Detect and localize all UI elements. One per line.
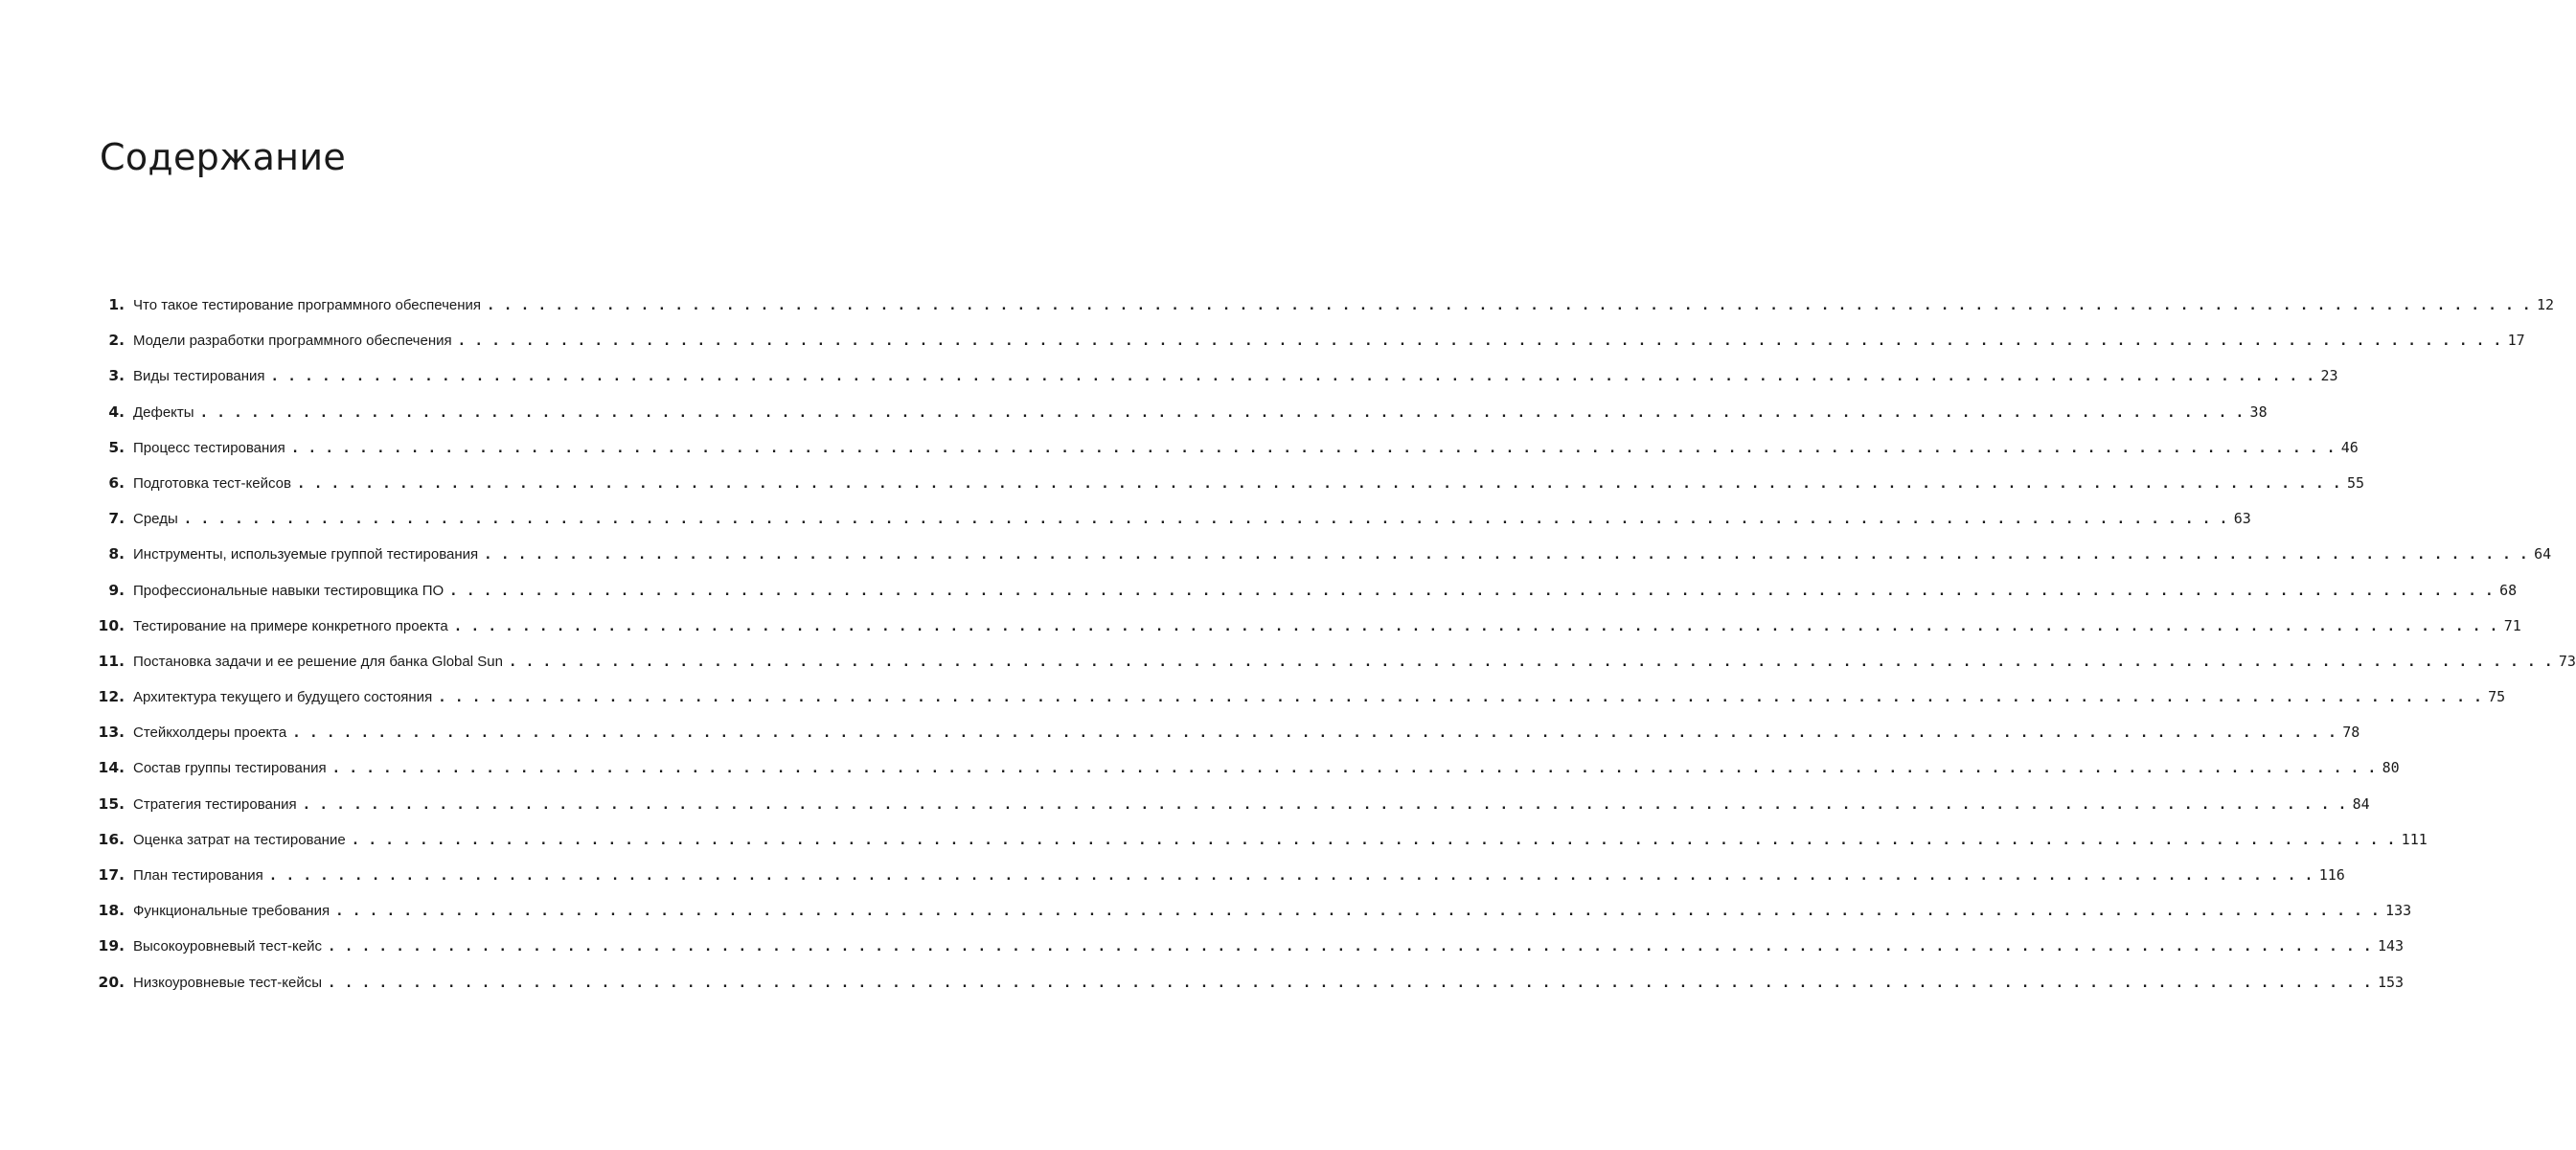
toc-entry-number: 15. [98,794,125,813]
dot-leader: . . . . . . . . . . . . . . . . . . . . . . . . . . . . . . . . . . . . . . . . . . . . . . . . . . . . . . . . . . . . . . . . . . . . . . . . . . . . . . . . . . . . . . . . . . . . . . . . . . . . . . . . . . . . . . . . . . . . . . . . [327,939,2372,955]
toc-entry[interactable] [0,466,2364,501]
toc-entry-title: Подготовка тест-кейсов [133,474,291,492]
toc-entry[interactable] [0,395,2268,430]
toc-entry[interactable] [0,929,2405,964]
dot-leader: . . . . . . . . . . . . . . . . . . . . . . . . . . . . . . . . . . . . . . . . . . . . . . . . . . . . . . . . . . . . . . . . . . . . . . . . . . . . . . . . . . . . . . . . . . . . . . . . . . . . . . . . . . . . . . . . . . . . . . . . [438,690,2483,706]
toc-entry-title: Архитектура текущего и будущего состояния [133,689,433,706]
toc-entry-page-number: 46 [2340,438,2359,456]
dot-leader: . . . . . . . . . . . . . . . . . . . . . . . . . . . . . . . . . . . . . . . . . . . . . . . . . . . . . . . . . . . . . . . . . . . . . . . . . . . . . . . . . . . . . . . . . . . . . . . . . . . . . . . . . . . . . . . . . . . . . . . . [296,475,2341,492]
toc-entry-title: Дефекты [133,403,194,421]
dot-leader: . . . . . . . . . . . . . . . . . . . . . . . . . . . . . . . . . . . . . . . . . . . . . . . . . . . . . . . . . . . . . . . . . . . . . . . . . . . . . . . . . . . . . . . . . . . . . . . . . . . . . . . . . . . . . . . . . . . . . . . . [508,654,2553,670]
toc-entry[interactable] [0,323,2525,358]
toc-entry[interactable] [0,573,2518,609]
toc-entry-page-number: 68 [2499,581,2518,599]
toc-entry-page-number: 73 [2558,652,2576,670]
toc-entry-number: 1. [108,296,125,313]
toc-entry-page-number: 116 [2318,866,2345,884]
toc-entry[interactable] [0,288,2555,323]
toc-entry-number: 11. [98,652,125,670]
toc-entry-number: 2. [108,332,125,350]
toc-entry[interactable] [0,609,2521,644]
dot-leader: . . . . . . . . . . . . . . . . . . . . . . . . . . . . . . . . . . . . . . . . . . . . . . . . . . . . . . . . . . . . . . . . . . . . . . . . . . . . . . . . . . . . . . . . . . . . . . . . . . . . . . . . . . . . . . . . . . . . . . . . [484,547,2529,564]
toc-entry[interactable] [0,822,2428,858]
toc-entry-title: Виды тестирования [133,368,265,385]
toc-entry-number: 13. [98,724,125,742]
toc-entry-title: Оценка затрат на тестирование [133,831,346,848]
toc-entry-page-number: 111 [2401,830,2428,848]
toc-entry-page-number: 71 [2503,616,2521,634]
dot-leader: . . . . . . . . . . . . . . . . . . . . . . . . . . . . . . . . . . . . . . . . . . . . . . . . . . . . . . . . . . . . . . . . . . . . . . . . . . . . . . . . . . . . . . . . . . . . . . . . . . . . . . . . . . . . . . . . . . . . . . . . [328,975,2372,991]
dot-leader: . . . . . . . . . . . . . . . . . . . . . . . . . . . . . . . . . . . . . . . . . . . . . . . . . . . . . . . . . . . . . . . . . . . . . . . . . . . . . . . . . . . . . . . . . . . . . . . . . . . . . . . . . . . . . . . . . . . . . . . . [335,904,2381,920]
toc-entry-title: Состав группы тестирования [133,760,327,777]
toc-entry-page-number: 78 [2342,724,2360,742]
toc-entry[interactable] [0,715,2360,750]
toc-entry[interactable] [0,893,2412,929]
toc-entry-number: 6. [108,473,125,492]
toc-entry-page-number: 17 [2507,332,2525,350]
toc-entry[interactable] [0,501,2251,537]
dot-leader: . . . . . . . . . . . . . . . . . . . . . . . . . . . . . . . . . . . . . . . . . . . . . . . . . . . . . . . . . . . . . . . . . . . . . . . . . . . . . . . . . . . . . . . . . . . . . . . . . . . . . . . . . . . . . . . . . . . . . . . . [183,512,2228,528]
dot-leader: . . . . . . . . . . . . . . . . . . . . . . . . . . . . . . . . . . . . . . . . . . . . . . . . . . . . . . . . . . . . . . . . . . . . . . . . . . . . . . . . . . . . . . . . . . . . . . . . . . . . . . . . . . . . . . . . . . . . . . . . [351,832,2396,848]
toc-entry-title: Что такое тестирование программного обеспечения [133,297,482,313]
toc-entry-number: 14. [98,759,125,777]
toc-entry-number: 17. [98,866,125,884]
dot-leader: . . . . . . . . . . . . . . . . . . . . . . . . . . . . . . . . . . . . . . . . . . . . . . . . . . . . . . . . . . . . . . . . . . . . . . . . . . . . . . . . . . . . . . . . . . . . . . . . . . . . . . . . . . . . . . . . . . . . . . . . [290,440,2336,456]
toc-entry-page-number: 143 [2377,937,2405,955]
toc-entry[interactable] [0,430,2359,466]
toc-entry[interactable] [0,644,2576,679]
dot-leader: . . . . . . . . . . . . . . . . . . . . . . . . . . . . . . . . . . . . . . . . . . . . . . . . . . . . . . . . . . . . . . . . . . . . . . . . . . . . . . . . . . . . . . . . . . . . . . . . . . . . . . . . . . . . . . . . . . . . . . . . [268,868,2314,884]
toc-entry-title: Процесс тестирования [133,439,285,456]
dot-leader: . . . . . . . . . . . . . . . . . . . . . . . . . . . . . . . . . . . . . . . . . . . . . . . . . . . . . . . . . . . . . . . . . . . . . . . . . . . . . . . . . . . . . . . . . . . . . . . . . . . . . . . . . . . . . . . . . . . . . . . . [453,618,2498,634]
page-title: Содержание [100,136,346,178]
table-of-contents [0,288,2576,1000]
toc-entry-number: 9. [108,581,125,599]
toc-entry-number: 4. [108,402,125,421]
toc-entry[interactable] [0,679,2506,715]
toc-entry-title: Постановка задачи и ее решение для банка Global Sun [133,653,503,670]
toc-entry-page-number: 153 [2377,973,2405,991]
dot-leader: . . . . . . . . . . . . . . . . . . . . . . . . . . . . . . . . . . . . . . . . . . . . . . . . . . . . . . . . . . . . . . . . . . . . . . . . . . . . . . . . . . . . . . . . . . . . . . . . . . . . . . . . . . . . . . . . . . . . . . . . [292,725,2337,742]
toc-entry-page-number: 75 [2488,688,2506,706]
toc-entry-title: Высокоуровневый тест-кейс [133,938,322,955]
toc-entry-page-number: 84 [2352,794,2370,813]
toc-entry-number: 8. [108,545,125,564]
toc-entry-page-number: 80 [2382,759,2400,777]
toc-entry-title: Тестирование на примере конкретного проекта [133,617,448,634]
toc-entry-number: 12. [98,688,125,706]
toc-entry-page-number: 38 [2249,402,2268,421]
toc-entry-title: Функциональные требования [133,903,331,920]
toc-entry-page-number: 64 [2534,545,2552,564]
dot-leader: . . . . . . . . . . . . . . . . . . . . . . . . . . . . . . . . . . . . . . . . . . . . . . . . . . . . . . . . . . . . . . . . . . . . . . . . . . . . . . . . . . . . . . . . . . . . . . . . . . . . . . . . . . . . . . . . . . . . . . . . [331,761,2377,777]
toc-entry-page-number: 133 [2385,902,2412,920]
dot-leader: . . . . . . . . . . . . . . . . . . . . . . . . . . . . . . . . . . . . . . . . . . . . . . . . . . . . . . . . . . . . . . . . . . . . . . . . . . . . . . . . . . . . . . . . . . . . . . . . . . . . . . . . . . . . . . . . . . . . . . . . [302,796,2347,813]
toc-entry-number: 5. [108,438,125,456]
toc-entry-title: Среды [133,511,178,528]
dot-leader: . . . . . . . . . . . . . . . . . . . . . . . . . . . . . . . . . . . . . . . . . . . . . . . . . . . . . . . . . . . . . . . . . . . . . . . . . . . . . . . . . . . . . . . . . . . . . . . . . . . . . . . . . . . . . . . . . . . . . . . . [487,298,2531,313]
toc-entry-page-number: 63 [2233,510,2251,528]
toc-entry-page-number: 55 [2346,473,2364,492]
toc-entry-title: Низкоуровневые тест-кейсы [133,974,323,991]
toc-entry-title: План тестирования [133,867,263,884]
toc-entry[interactable] [0,965,2405,1000]
toc-entry-title: Стейкхолдеры проекта [133,724,287,742]
toc-entry-page-number: 12 [2536,296,2555,313]
toc-entry[interactable] [0,787,2370,822]
toc-entry-number: 3. [108,367,125,385]
toc-entry-number: 10. [98,616,125,634]
toc-entry-page-number: 23 [2320,367,2338,385]
dot-leader: . . . . . . . . . . . . . . . . . . . . . . . . . . . . . . . . . . . . . . . . . . . . . . . . . . . . . . . . . . . . . . . . . . . . . . . . . . . . . . . . . . . . . . . . . . . . . . . . . . . . . . . . . . . . . . . . . . . . . . . . [270,369,2315,385]
toc-entry-title: Профессиональные навыки тестировщика ПО [133,582,445,599]
toc-entry-title: Стратегия тестирования [133,795,297,813]
toc-entry-number: 20. [98,973,125,991]
dot-leader: . . . . . . . . . . . . . . . . . . . . . . . . . . . . . . . . . . . . . . . . . . . . . . . . . . . . . . . . . . . . . . . . . . . . . . . . . . . . . . . . . . . . . . . . . . . . . . . . . . . . . . . . . . . . . . . . . . . . . . . . [199,404,2245,421]
toc-entry[interactable] [0,750,2400,786]
toc-entry-number: 16. [98,830,125,848]
dot-leader: . . . . . . . . . . . . . . . . . . . . . . . . . . . . . . . . . . . . . . . . . . . . . . . . . . . . . . . . . . . . . . . . . . . . . . . . . . . . . . . . . . . . . . . . . . . . . . . . . . . . . . . . . . . . . . . . . . . . . . . . [457,334,2502,350]
toc-entry-number: 18. [98,902,125,920]
toc-entry-number: 7. [108,510,125,528]
toc-entry[interactable] [0,537,2552,572]
dot-leader: . . . . . . . . . . . . . . . . . . . . . . . . . . . . . . . . . . . . . . . . . . . . . . . . . . . . . . . . . . . . . . . . . . . . . . . . . . . . . . . . . . . . . . . . . . . . . . . . . . . . . . . . . . . . . . . . . . . . . . . . [449,583,2495,599]
toc-entry[interactable] [0,358,2338,394]
toc-entry-title: Инструменты, используемые группой тестирования [133,546,479,564]
toc-entry-title: Модели разработки программного обеспечения [133,333,452,350]
toc-entry-number: 19. [98,937,125,955]
toc-entry[interactable] [0,858,2345,893]
